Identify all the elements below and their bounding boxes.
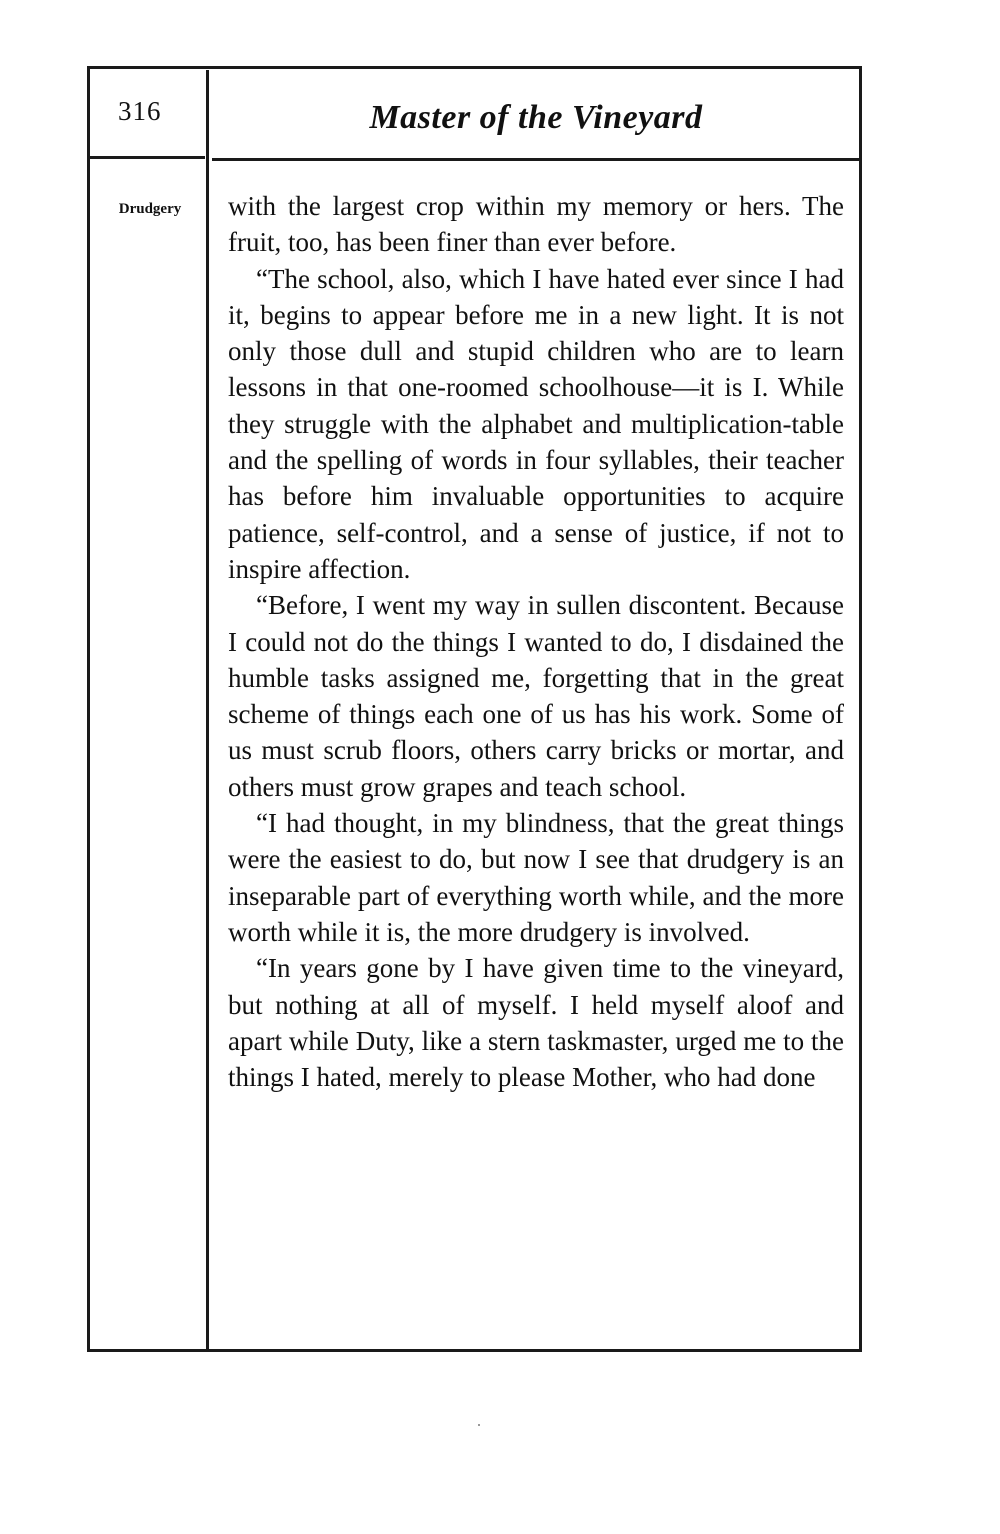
header-rule-left [90, 156, 205, 159]
paragraph: with the largest crop within my memory or hers. The fruit, too, has been finer than ever before. [228, 191, 844, 258]
paragraph: “I had thought, in my blindness, that the great things were the easiest to do, but now I see that drudgery is an inseparable part of everything worth while, and the more worth while it is, the more drudgery is involved. [228, 808, 844, 947]
page-number: 316 [118, 96, 162, 126]
print-speck [478, 1424, 480, 1426]
paragraph: “Before, I went my way in sullen discontent. Because I could not do the things I wanted to do, I disdained the humble tasks assigned me, forgetting that in the great scheme of things each one of us has his work. Some of us must scrub floors, others carry bricks or mortar, and others must grow grapes and teach school. [228, 590, 844, 802]
margin-note: Drudgery [118, 201, 182, 217]
margin-divider [206, 70, 209, 1352]
running-title: Master of the Vineyard [369, 99, 703, 136]
body-text [228, 188, 844, 1095]
header-rule-right [212, 158, 860, 161]
paragraph: “In years gone by I have given time to the vineyard, but nothing at all of myself. I held myself aloof and apart while Duty, like a stern taskmaster, urged me to the things I hated, merely to please Mother, who had done [228, 953, 844, 1093]
paragraph: “The school, also, which I have hated ever since I had it, begins to appear before me in a new light. It is not only those dull and stupid children who are to learn lessons in that one-roomed schoolhouse—it is I. While they struggle with the alphabet and multiplication-table and the spelling of words in four syllables, their teacher has before him invaluable opportunities to acquire patience, self-control, and a sense of justice, if not to inspire affection. [228, 263, 844, 584]
